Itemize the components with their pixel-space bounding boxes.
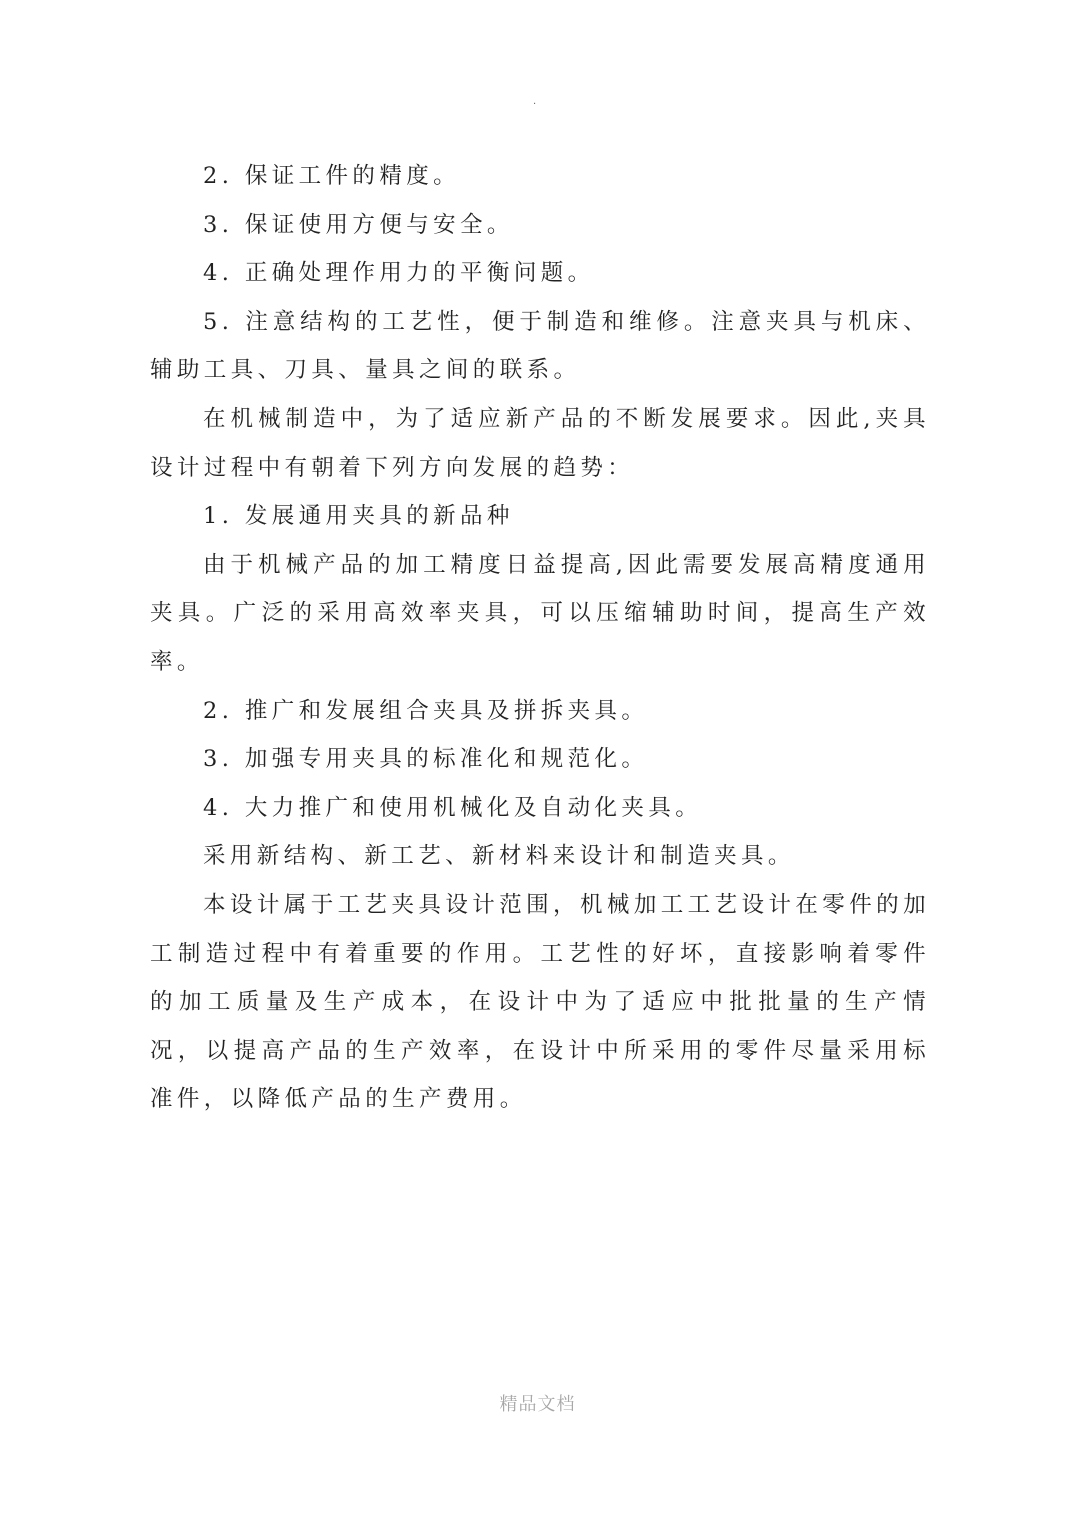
body-text — [150, 152, 930, 1124]
header-mark: . — [533, 96, 537, 107]
paragraph: 3. 保证使用方便与安全。 — [203, 211, 514, 238]
paragraph: 5. 注意结构的工艺性，便于制造和维修。注意夹具与机床、辅助工具、刀具、量具之间的联系。 — [150, 308, 930, 384]
paragraph: 采用新结构、新工艺、新材料来设计和制造夹具。 — [203, 843, 795, 870]
paragraph: 在机械制造中，为了适应新产品的不断发展要求。因此,夹具设计过程中有朝着下列方向发展的趋势： — [150, 405, 930, 481]
paragraph: 1. 发展通用夹具的新品种 — [203, 503, 514, 530]
footer-label: 精品文档 — [499, 1394, 576, 1415]
paragraph: 2. 保证工件的精度。 — [203, 163, 461, 189]
paragraph: 3. 加强专用夹具的标准化和规范化。 — [203, 746, 649, 773]
paragraph: 4. 正确处理作用力的平衡问题。 — [203, 260, 595, 287]
paragraph: 本设计属于工艺夹具设计范围，机械加工工艺设计在零件的加工制造过程中有着重要的作用。工艺性的好坏，直接影响着零件的加工质量及生产成本，在设计中为了适应中批批量的生产情况，以提高产品的生产效率，在设计中所采用的零件尽量采用标准件，以降低产品的生产费用。 — [150, 891, 930, 1113]
paragraph: 2. 推广和发展组合夹具及拼拆夹具。 — [203, 697, 649, 724]
paragraph: 4. 大力推广和使用机械化及自动化夹具。 — [203, 794, 703, 821]
paragraph: 由于机械产品的加工精度日益提高,因此需要发展高精度通用夹具。广泛的采用高效率夹具，可以压缩辅助时间，提高生产效率。 — [150, 551, 930, 675]
